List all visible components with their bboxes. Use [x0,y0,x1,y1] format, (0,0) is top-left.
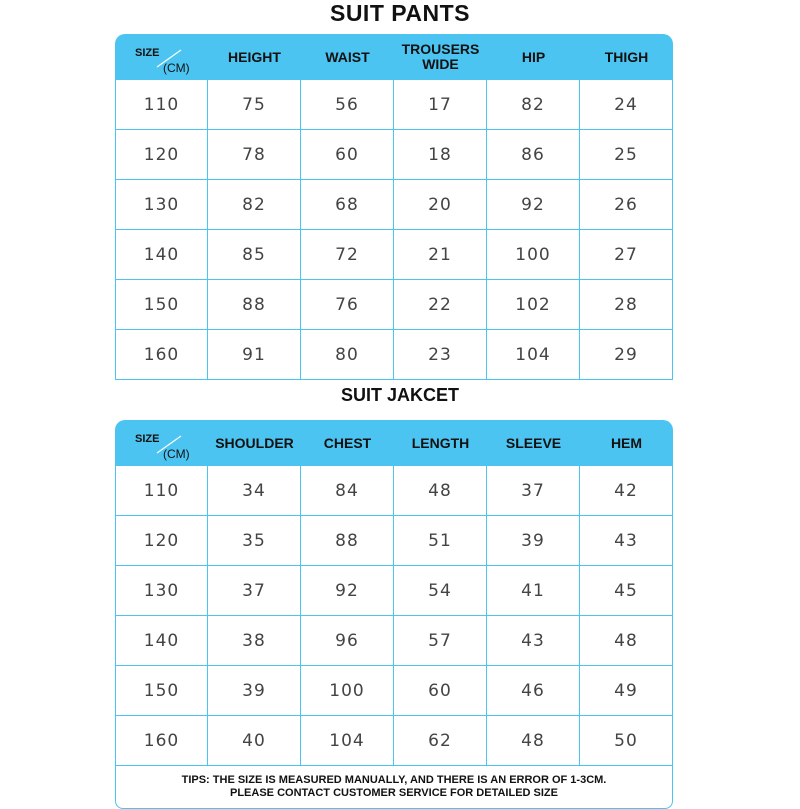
table-cell: 37 [208,566,301,616]
table-cell: 82 [487,80,580,130]
column-header: WAIST [301,34,394,80]
table-cell: 91 [208,330,301,380]
pants-title: SUIT PANTS [329,0,471,26]
size-cell: 130 [115,566,208,616]
table-cell: 25 [580,130,673,180]
table-cell: 56 [301,80,394,130]
table-row [115,666,673,716]
table-cell: 43 [580,516,673,566]
table-row [115,716,673,766]
table-cell: 41 [487,566,580,616]
pants-header-row [115,34,673,80]
size-cell: 150 [115,666,208,716]
table-cell: 72 [301,230,394,280]
size-cell: 110 [115,466,208,516]
table-cell: 100 [487,230,580,280]
table-cell: 68 [301,180,394,230]
jacket-title: SUIT JAKCET [340,385,459,405]
table-cell: 49 [580,666,673,716]
table-cell: 48 [487,716,580,766]
table-cell: 34 [208,466,301,516]
jacket-table-body [115,466,673,766]
pants-table-body [115,80,673,380]
size-cell: 120 [115,516,208,566]
table-cell: 48 [580,616,673,666]
size-cell: 130 [115,180,208,230]
table-cell: 43 [487,616,580,666]
table-cell: 45 [580,566,673,616]
column-header: LENGTH [394,420,487,466]
table-cell: 18 [394,130,487,180]
column-header: HIP [487,34,580,80]
table-row [115,616,673,666]
table-cell: 35 [208,516,301,566]
size-cell: 140 [115,230,208,280]
column-header: SHOULDER [208,420,301,466]
column-header: HEIGHT [208,34,301,80]
size-cell: 150 [115,280,208,330]
table-cell: 40 [208,716,301,766]
table-cell: 54 [394,566,487,616]
size-cell: 140 [115,616,208,666]
table-cell: 42 [580,466,673,516]
jacket-size-table [115,420,673,809]
size-cell: 110 [115,80,208,130]
tips-line: PLEASE CONTACT CUSTOMER SERVICE FOR DETAILED SIZE [230,787,558,799]
pants-size-table [115,34,673,380]
table-cell: 78 [208,130,301,180]
table-cell: 92 [301,566,394,616]
table-cell: 27 [580,230,673,280]
size-label: SIZE [135,433,160,445]
column-header: THIGH [580,34,673,80]
column-header: CHEST [301,420,394,466]
table-row [115,566,673,616]
tips-row [115,766,673,809]
table-cell: 84 [301,466,394,516]
table-cell: 100 [301,666,394,716]
table-cell: 26 [580,180,673,230]
tips-line: TIPS: THE SIZE IS MEASURED MANUALLY, AND THERE IS AN ERROR OF 1-3CM. [181,774,607,786]
table-row [115,180,673,230]
table-cell: 24 [580,80,673,130]
table-row [115,80,673,130]
table-cell: 37 [487,466,580,516]
table-cell: 60 [301,130,394,180]
table-row [115,280,673,330]
size-cell: 120 [115,130,208,180]
table-cell: 92 [487,180,580,230]
unit-label: (CM) [163,447,190,461]
column-header: HEM [580,420,673,466]
table-cell: 60 [394,666,487,716]
table-cell: 76 [301,280,394,330]
table-cell: 46 [487,666,580,716]
table-cell: 86 [487,130,580,180]
unit-label: (CM) [163,61,190,75]
table-cell: 48 [394,466,487,516]
table-cell: 21 [394,230,487,280]
table-cell: 82 [208,180,301,230]
column-header: TROUSERS WIDE [394,34,487,80]
table-cell: 88 [208,280,301,330]
size-label: SIZE [135,47,160,59]
size-cell: 160 [115,330,208,380]
table-cell: 88 [301,516,394,566]
table-cell: 29 [580,330,673,380]
table-cell: 102 [487,280,580,330]
table-cell: 104 [487,330,580,380]
table-cell: 51 [394,516,487,566]
table-row [115,130,673,180]
table-cell: 38 [208,616,301,666]
table-cell: 96 [301,616,394,666]
table-cell: 39 [487,516,580,566]
jacket-header-row [115,420,673,466]
table-cell: 75 [208,80,301,130]
table-cell: 28 [580,280,673,330]
table-cell: 80 [301,330,394,380]
size-cell: 160 [115,716,208,766]
table-cell: 50 [580,716,673,766]
table-cell: 22 [394,280,487,330]
table-row [115,230,673,280]
table-row [115,466,673,516]
table-cell: 57 [394,616,487,666]
table-cell: 104 [301,716,394,766]
size-unit-header [115,34,208,80]
table-row [115,330,673,380]
table-row [115,516,673,566]
table-cell: 39 [208,666,301,716]
table-cell: 62 [394,716,487,766]
tips-note [115,766,673,809]
column-header: SLEEVE [487,420,580,466]
table-cell: 20 [394,180,487,230]
table-cell: 17 [394,80,487,130]
size-unit-header [115,420,208,466]
table-cell: 85 [208,230,301,280]
table-cell: 23 [394,330,487,380]
